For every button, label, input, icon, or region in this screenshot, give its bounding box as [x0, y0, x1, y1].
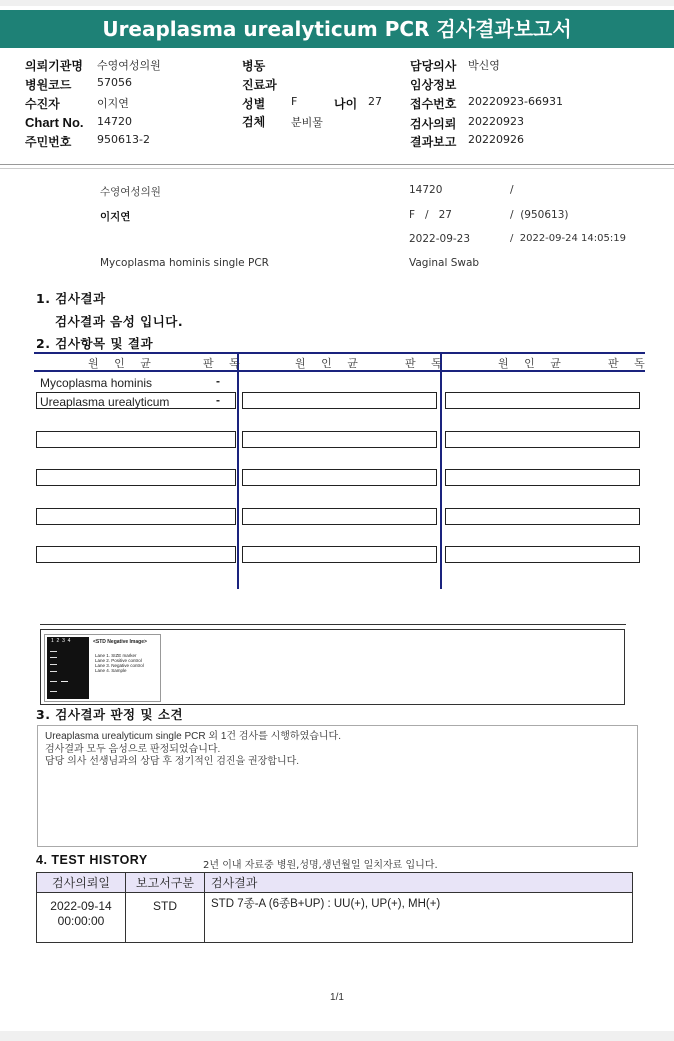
- value-request-date: 20220923: [468, 115, 524, 128]
- gel-legend-line: Lane 2. Positive control: [95, 658, 142, 663]
- gel-image: [44, 634, 161, 702]
- section-4-heading: 4. TEST HISTORY: [36, 853, 148, 867]
- history-header-row: [37, 873, 633, 893]
- info-specimen: Vaginal Swab: [409, 257, 480, 269]
- gel-photo: [47, 637, 89, 699]
- header-divider-light: [0, 168, 674, 169]
- top-strip: [0, 0, 674, 6]
- value-doctor: 박신영: [468, 59, 500, 72]
- col-header-organism-1: 원 인 균: [88, 357, 157, 370]
- label-hospital-code: 병원코드: [25, 78, 72, 92]
- result-value-1: -: [216, 374, 220, 388]
- label-doctor: 담당의사: [410, 59, 457, 73]
- empty-cell: [242, 546, 437, 563]
- section-2-heading: 2. 검사항목 및 결과: [36, 336, 154, 351]
- gel-legend-line: Lane 3. Negative control: [95, 663, 144, 668]
- remark-line: 검사결과 모두 음성으로 판정되었습니다.: [45, 743, 221, 755]
- info-hospital: 수영여성의원: [100, 186, 161, 198]
- label-report-date: 결과보고: [410, 135, 457, 149]
- history-type: STD: [126, 893, 205, 943]
- history-time: 00:00:00: [57, 914, 105, 928]
- value-hospital-code: 57056: [97, 76, 132, 89]
- value-receipt-no: 20220923-66931: [468, 95, 563, 108]
- result-organism-1: Mycoplasma hominis: [40, 376, 153, 390]
- label-dept: 진료과: [242, 78, 277, 92]
- label-clinical-info: 임상정보: [410, 78, 457, 92]
- empty-cell: [36, 431, 236, 448]
- info-test: Mycoplasma hominis single PCR: [100, 257, 269, 269]
- value-sex: F: [291, 95, 298, 108]
- page-number: 1/1: [330, 992, 344, 1003]
- value-patient: 이지연: [97, 97, 129, 110]
- table-divider-2: [440, 352, 442, 589]
- gel-top-rule: [40, 624, 626, 625]
- header-divider: [0, 164, 674, 165]
- info-date2: / 2022-09-24 14:05:19: [510, 233, 626, 244]
- history-header-type: 보고서구분: [126, 873, 205, 893]
- gel-band: [50, 671, 57, 672]
- label-specimen: 검체: [242, 115, 266, 129]
- result-organism-2: Ureaplasma urealyticum: [40, 395, 170, 409]
- label-chart-no: Chart No.: [25, 115, 84, 130]
- empty-cell: [242, 508, 437, 525]
- table-row: [37, 893, 633, 943]
- history-table: [36, 872, 633, 943]
- section-1-result: 검사결과 음성 입니다.: [55, 314, 184, 329]
- table-divider-1: [237, 352, 239, 589]
- empty-cell: [36, 469, 236, 486]
- empty-cell: [242, 392, 437, 409]
- empty-cell: [242, 431, 437, 448]
- bottom-strip: [0, 1031, 674, 1041]
- info-slash: /: [510, 184, 514, 196]
- info-chart: 14720: [409, 184, 443, 196]
- gel-title: <STD Negative Image>: [93, 639, 147, 645]
- label-receipt-no: 접수번호: [410, 97, 457, 111]
- label-ward: 병동: [242, 59, 266, 73]
- value-specimen: 분비물: [291, 116, 323, 129]
- empty-cell: [445, 469, 640, 486]
- empty-cell: [445, 546, 640, 563]
- remark-line: Ureaplasma urealyticum single PCR 외 1건 검사를 시행하였습니다.: [45, 731, 341, 742]
- empty-cell: [445, 431, 640, 448]
- gel-band: [50, 681, 57, 682]
- section-1-heading: 1. 검사결과: [36, 291, 106, 306]
- info-name: 이지연: [100, 211, 131, 223]
- gel-legend-line: Lane 1. SIZE marker: [95, 653, 137, 658]
- empty-cell: [36, 546, 236, 563]
- gel-band: [50, 664, 57, 665]
- empty-cell: [242, 469, 437, 486]
- empty-cell: [36, 508, 236, 525]
- section-3-heading: 3. 검사결과 판정 및 소견: [36, 707, 184, 722]
- info-sex-age: F / 27: [409, 209, 452, 221]
- value-chart-no: 14720: [97, 115, 132, 128]
- gel-lane-numbers: 1 2 3 4: [51, 638, 71, 644]
- gel-legend-line: Lane 4. Sample: [95, 668, 127, 673]
- info-birth: / (950613): [510, 209, 569, 221]
- history-note: 2년 이내 자료중 병원,성명,생년월일 일치자료 입니다.: [203, 860, 438, 871]
- history-header-date: 검사의뢰일: [37, 873, 126, 893]
- col-header-result-2: 판 독: [405, 357, 448, 370]
- gel-legend: [95, 653, 144, 673]
- gel-band: [61, 681, 68, 682]
- col-header-result-3: 판 독: [608, 357, 651, 370]
- empty-cell: [445, 508, 640, 525]
- value-requester: 수영여성의원: [97, 59, 161, 72]
- label-resident-no: 주민번호: [25, 135, 72, 149]
- value-age: 27: [368, 95, 382, 108]
- empty-cell: [445, 392, 640, 409]
- remarks-box: [37, 725, 638, 847]
- gel-band: [50, 651, 57, 652]
- info-date1: 2022-09-23: [409, 233, 471, 245]
- report-title: Ureaplasma urealyticum PCR 검사결과보고서: [0, 10, 674, 48]
- value-report-date: 20220926: [468, 133, 524, 146]
- gel-band: [50, 657, 57, 658]
- col-header-result-1: 판 독: [203, 357, 246, 370]
- label-patient: 수진자: [25, 97, 60, 111]
- label-requester: 의뢰기관명: [25, 59, 83, 73]
- table-top-rule: [34, 352, 645, 354]
- gel-band: [50, 691, 57, 692]
- history-date: 2022-09-14: [50, 899, 112, 913]
- history-header-result: 검사결과: [205, 873, 633, 893]
- value-resident-no: 950613-2: [97, 133, 150, 146]
- label-request-date: 검사의뢰: [410, 117, 457, 131]
- col-header-organism-2: 원 인 균: [295, 357, 364, 370]
- label-age: 나이: [334, 97, 358, 111]
- result-value-2: -: [216, 393, 220, 407]
- history-result: STD 7종-A (6종B+UP) : UU(+), UP(+), MH(+): [205, 893, 633, 943]
- remark-line: 담당 의사 선생님과의 상담 후 정기적인 검진을 권장합니다.: [45, 756, 300, 767]
- label-sex: 성별: [242, 97, 266, 111]
- col-header-organism-3: 원 인 균: [498, 357, 567, 370]
- gel-image-frame: [40, 629, 625, 705]
- history-date-cell: [37, 893, 126, 943]
